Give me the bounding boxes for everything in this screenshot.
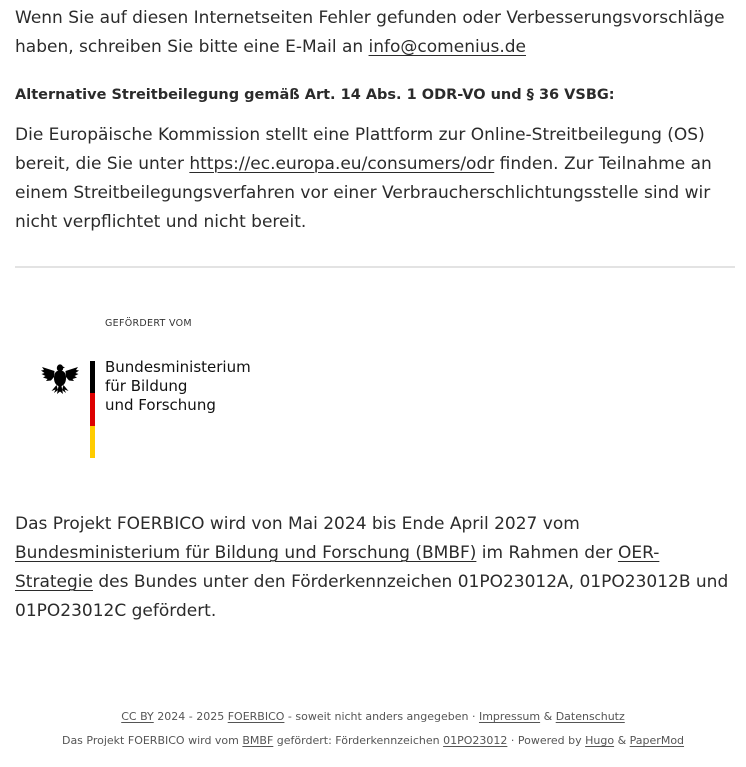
project-text-2: im Rahmen der: [476, 543, 618, 563]
odr-link[interactable]: https://ec.europa.eu/consumers/odr: [189, 154, 495, 174]
footer-line2-text1: Das Projekt FOERBICO wird vom: [61, 734, 243, 747]
footer-line2-text2: gefördert: Förderkennzeichen: [273, 734, 444, 747]
dispute-heading: Alternative Streitbeilegung gemäß Art. 14 Abs. 1 ODR-VO und § 36 VSBG:: [15, 87, 615, 103]
footer-line2-text3: · Powered by: [507, 734, 586, 747]
flag-stripes: [90, 361, 95, 458]
license-link[interactable]: CC BY: [121, 710, 154, 723]
ministry-line-3: und Forschung: [105, 396, 216, 414]
project-text-1: Das Projekt FOERBICO wird von Mai 2024 bis Ende April 2027 vom: [15, 514, 580, 534]
bmbf-logo: [40, 318, 280, 468]
footer-project-link[interactable]: FOERBICO: [227, 710, 285, 723]
footer-line-2: [0, 733, 746, 749]
feedback-text: Wenn Sie auf diesen Internetseiten Fehler gefunden oder Verbesserungsvorschläge haben, schreiben Sie bitte eine E-Mail an: [15, 8, 725, 57]
grant-number-link[interactable]: 01PO23012: [443, 734, 508, 747]
footer-amp-2: &: [614, 734, 630, 747]
email-link[interactable]: info@comenius.de: [368, 37, 526, 57]
dispute-text-after: finden. Zur Teilnahme an einem Streitbeilegungsverfahren vor einer Verbraucherschlichtungsstelle sind wir nicht verpflichtet und nicht bereit.: [15, 154, 712, 232]
dispute-text-before: Die Europäische Kommission stellt eine Plattform zur Online-Streitbeilegung (OS) bereit, die Sie unter: [15, 125, 705, 174]
flag-stripe-red: [90, 393, 95, 426]
bmbf-link[interactable]: Bundesministerium für Bildung und Forschung (BMBF): [15, 543, 477, 563]
footer-rights-text: - soweit nicht anders angegeben ·: [284, 710, 479, 723]
dispute-paragraph: [15, 121, 735, 237]
imprint-link[interactable]: Impressum: [478, 710, 541, 723]
funded-by-label: GEFÖRDERT VOM: [105, 318, 192, 329]
flag-stripe-black: [90, 361, 95, 393]
ministry-name: [105, 358, 251, 415]
privacy-link[interactable]: Datenschutz: [555, 710, 625, 723]
footer-amp-1: &: [540, 710, 556, 723]
feedback-paragraph: [15, 4, 735, 62]
footer-bmbf-link[interactable]: BMBF: [242, 734, 274, 747]
footer-line-1: [0, 709, 746, 725]
ministry-line-2: für Bildung: [105, 377, 188, 395]
federal-eagle-icon: [40, 358, 80, 398]
flag-stripe-gold: [90, 426, 95, 458]
papermod-link[interactable]: PaperMod: [629, 734, 685, 747]
project-text-3: des Bundes unter den Förderkennzeichen 01PO23012A, 01PO23012B und 01PO23012C gefördert.: [15, 572, 729, 621]
hugo-link[interactable]: Hugo: [585, 734, 615, 747]
ministry-line-1: Bundesministerium: [105, 358, 251, 376]
divider: [15, 266, 735, 268]
footer-years: 2024 - 2025: [153, 710, 228, 723]
project-paragraph: [15, 510, 735, 626]
oer-strategy-link[interactable]: OER-Strategie: [15, 543, 660, 592]
